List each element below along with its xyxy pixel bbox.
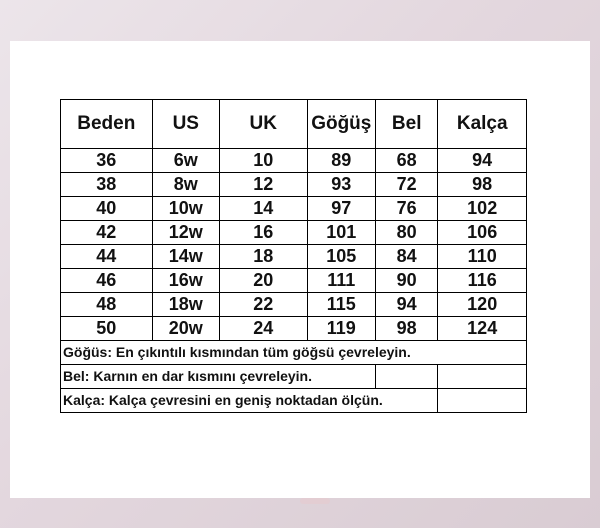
cell-uk: 18 (220, 245, 308, 269)
size-chart-card (10, 41, 590, 498)
cell-bel: 76 (376, 197, 438, 221)
cell-us: 12w (152, 221, 219, 245)
cell-kalca: 94 (438, 149, 527, 173)
cell-us: 14w (152, 245, 219, 269)
header-row (61, 100, 527, 149)
cell-gogus: 115 (307, 293, 375, 317)
cell-us: 16w (152, 269, 219, 293)
table-row (61, 293, 527, 317)
cell-kalca: 102 (438, 197, 527, 221)
cell-us: 20w (152, 317, 219, 341)
cell-uk: 10 (220, 149, 308, 173)
note-hip: Kalça: Kalça çevresini en geniş noktadan ölçün. (61, 389, 438, 413)
empty-cell (376, 365, 438, 389)
cell-us: 6w (152, 149, 219, 173)
cell-beden: 38 (61, 173, 153, 197)
cell-bel: 68 (376, 149, 438, 173)
note-row-hip (61, 389, 527, 413)
cell-kalca: 120 (438, 293, 527, 317)
cell-gogus: 105 (307, 245, 375, 269)
cell-uk: 12 (220, 173, 308, 197)
cell-bel: 84 (376, 245, 438, 269)
table-row (61, 245, 527, 269)
header-us: US (152, 100, 219, 149)
note-row-waist (61, 365, 527, 389)
note-row-chest (61, 341, 527, 365)
note-waist: Bel: Karnın en dar kısmını çevreleyin. (61, 365, 376, 389)
table-row (61, 173, 527, 197)
cell-kalca: 98 (438, 173, 527, 197)
table-row (61, 221, 527, 245)
empty-cell (438, 389, 527, 413)
cell-gogus: 101 (307, 221, 375, 245)
header-kalca: Kalça (438, 100, 527, 149)
header-uk: UK (220, 100, 308, 149)
empty-cell (438, 365, 527, 389)
cell-us: 18w (152, 293, 219, 317)
cell-bel: 72 (376, 173, 438, 197)
table-row (61, 197, 527, 221)
cell-gogus: 93 (307, 173, 375, 197)
cell-beden: 42 (61, 221, 153, 245)
cell-bel: 90 (376, 269, 438, 293)
cell-bel: 80 (376, 221, 438, 245)
header-beden: Beden (61, 100, 153, 149)
table-row (61, 269, 527, 293)
cell-uk: 14 (220, 197, 308, 221)
size-chart-table (60, 99, 527, 413)
cell-gogus: 89 (307, 149, 375, 173)
cell-gogus: 111 (307, 269, 375, 293)
header-bel: Bel (376, 100, 438, 149)
cell-us: 8w (152, 173, 219, 197)
note-chest: Göğüs: En çıkıntılı kısmından tüm göğsü çevreleyin. (61, 341, 527, 365)
table-row (61, 317, 527, 341)
cell-kalca: 110 (438, 245, 527, 269)
table-row (61, 149, 527, 173)
cell-uk: 24 (220, 317, 308, 341)
cell-uk: 16 (220, 221, 308, 245)
cell-uk: 22 (220, 293, 308, 317)
cell-kalca: 106 (438, 221, 527, 245)
cell-bel: 98 (376, 317, 438, 341)
cell-bel: 94 (376, 293, 438, 317)
cell-beden: 50 (61, 317, 153, 341)
cell-beden: 36 (61, 149, 153, 173)
cell-beden: 46 (61, 269, 153, 293)
header-gogus: Göğüş (307, 100, 375, 149)
cell-kalca: 124 (438, 317, 527, 341)
background-smudge (300, 498, 330, 504)
cell-us: 10w (152, 197, 219, 221)
cell-beden: 48 (61, 293, 153, 317)
cell-beden: 44 (61, 245, 153, 269)
cell-kalca: 116 (438, 269, 527, 293)
cell-gogus: 97 (307, 197, 375, 221)
cell-uk: 20 (220, 269, 308, 293)
cell-beden: 40 (61, 197, 153, 221)
cell-gogus: 119 (307, 317, 375, 341)
